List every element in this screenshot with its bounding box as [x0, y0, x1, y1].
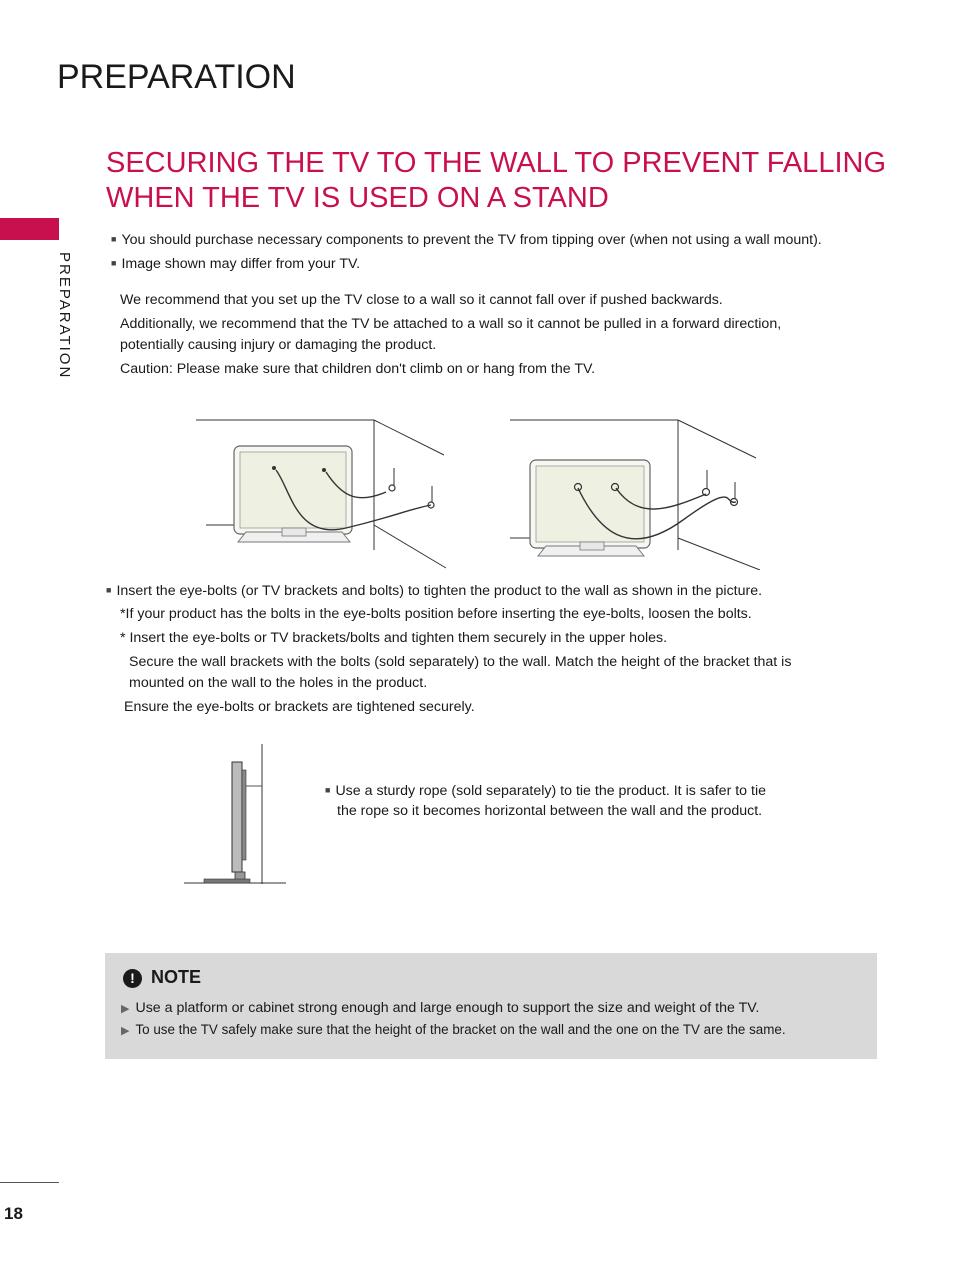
footer-divider: [0, 1182, 59, 1183]
tv-bracket-illustration-2: [508, 410, 768, 570]
exclamation-icon: !: [123, 969, 142, 988]
paragraph-3: potentially causing injury or damaging the product.: [120, 337, 437, 353]
rope-line-1: ■ Use a sturdy rope (sold separately) to tie the product. It is safer to tie: [325, 783, 766, 799]
side-tab-marker: [0, 218, 59, 240]
rope-line-2: the rope so it becomes horizontal between the wall and the product.: [337, 803, 763, 819]
install-bullet: ■ Insert the eye-bolts (or TV brackets and bolts) to tighten the product to the wall as shown in the picture.: [106, 583, 763, 599]
header-title: PREPARATION: [57, 58, 296, 96]
square-bullet-icon: ■: [325, 785, 331, 795]
section-title-line1: SECURING THE TV TO THE WALL TO PREVENT FALLING: [106, 147, 886, 179]
square-bullet-icon: ■: [111, 258, 117, 268]
bullet-1: ■ You should purchase necessary components to prevent the TV from tipping over (when not using a wall mount).: [111, 232, 822, 248]
note-heading: NOTE: [151, 967, 202, 987]
square-bullet-icon: ■: [111, 234, 117, 244]
paragraph-4: Caution: Please make sure that children don't climb on or hang from the TV.: [120, 361, 596, 377]
sidebar-label: PREPARATION: [56, 252, 73, 380]
tv-side-view-illustration: [182, 744, 290, 886]
page-number: 18: [4, 1204, 23, 1223]
note-item-2: ▶ To use the TV safely make sure that the height of the bracket on the wall and the one on the TV are the same.: [121, 1022, 786, 1037]
triangle-bullet-icon: ▶: [121, 1003, 130, 1015]
note-item-1: ▶ Use a platform or cabinet strong enough and large enough to support the size and weight of the TV.: [121, 1000, 760, 1016]
install-note-1: *If your product has the bolts in the eye-bolts position before inserting the eye-bolts, loosen the bolts.: [120, 606, 752, 622]
secure-line-2: mounted on the wall to the holes in the product.: [129, 675, 428, 691]
tv-eyebolt-illustration-1: [196, 410, 456, 570]
section-title: [106, 146, 926, 216]
triangle-bullet-icon: ▶: [121, 1025, 130, 1037]
ensure-line: Ensure the eye-bolts or brackets are tightened securely.: [124, 699, 475, 715]
bullet-2: ■ Image shown may differ from your TV.: [111, 256, 361, 272]
secure-line-1: Secure the wall brackets with the bolts (sold separately) to the wall. Match the height of the bracket that is: [129, 654, 792, 670]
install-note-2: * Insert the eye-bolts or TV brackets/bolts and tighten them securely in the upper holes.: [120, 630, 668, 646]
paragraph-1: We recommend that you set up the TV close to a wall so it cannot fall over if pushed backwards.: [120, 292, 723, 308]
paragraph-2: Additionally, we recommend that the TV be attached to a wall so it cannot be pulled in a forward direction,: [120, 316, 782, 332]
section-title-line2: WHEN THE TV IS USED ON A STAND: [106, 182, 609, 214]
square-bullet-icon: ■: [106, 585, 112, 595]
